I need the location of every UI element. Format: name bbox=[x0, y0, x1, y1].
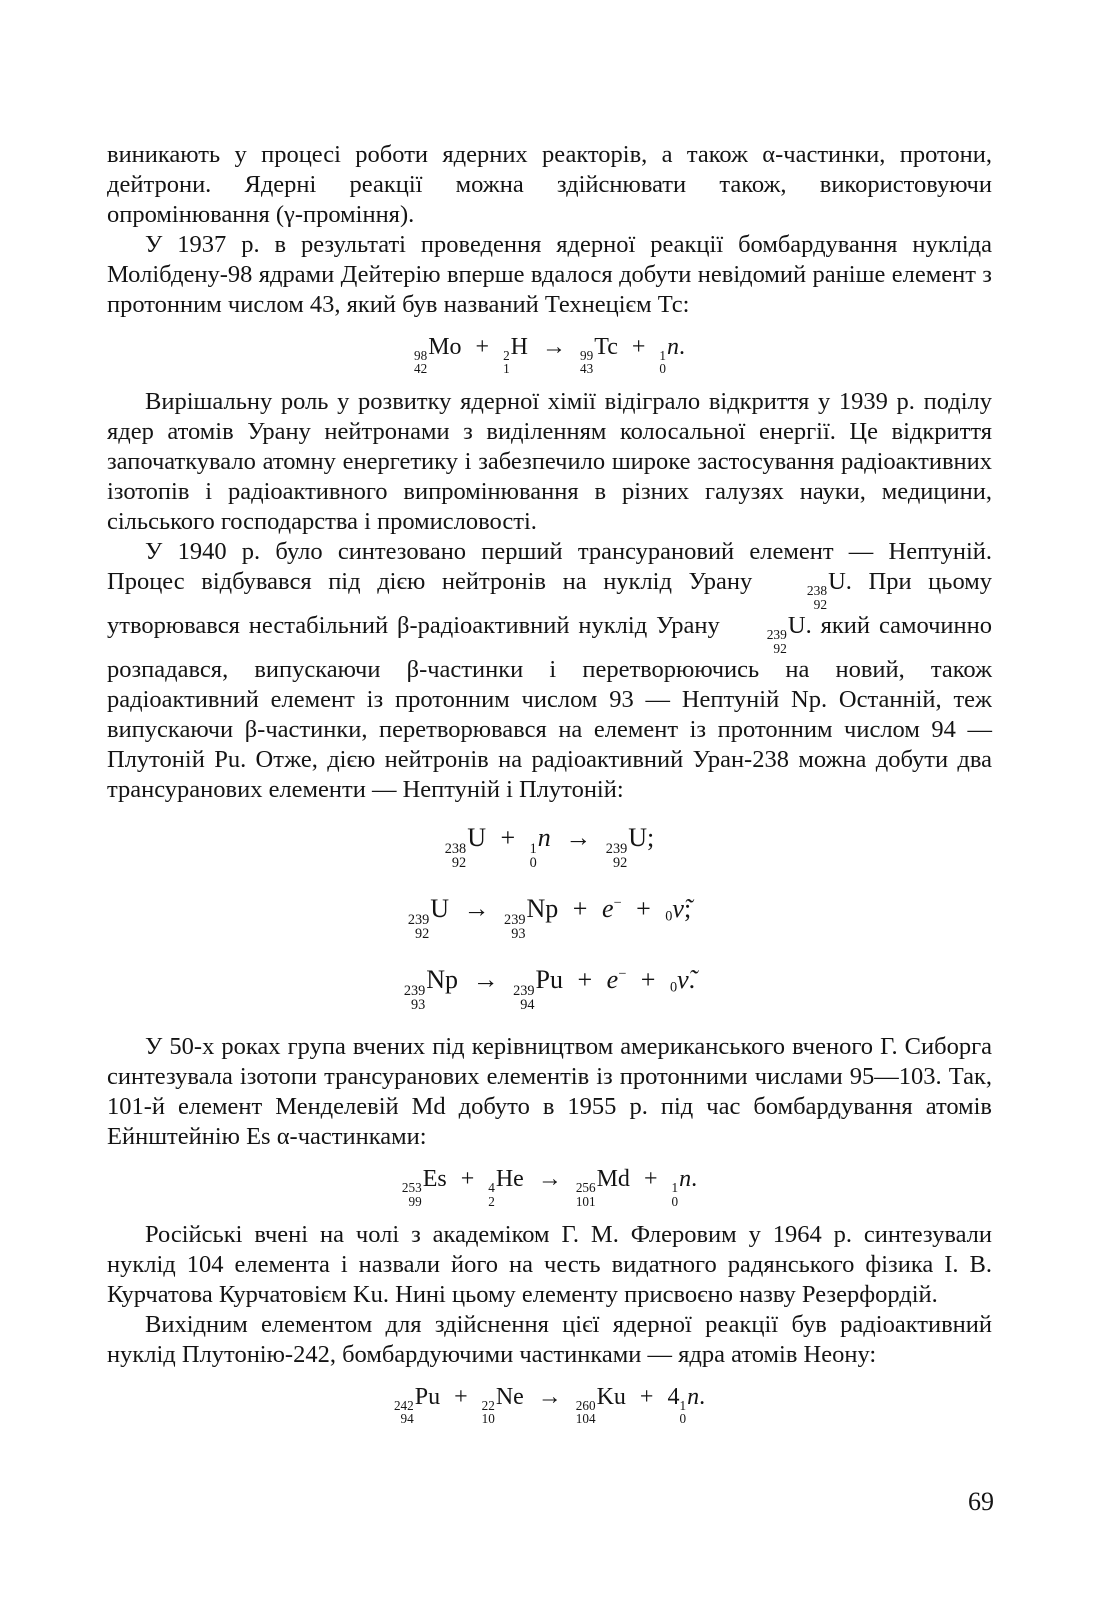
nuclide-notation: 239 93 bbox=[504, 911, 526, 943]
paragraph: Вихідним елементом для здійснення цієї ядерної реакції був радіоактивний нуклід Плутонію-242, бомбардуючими частинками — ядра атомів Неону: bbox=[107, 1310, 992, 1368]
equation-uranium-capture: 238 92 U + 1 0 n → 239 92 U; bbox=[444, 823, 655, 872]
paragraph: Вирішальну роль у розвитку ядерної хімії відіграло відкриття у 1939 р. поділу ядер атомів Урану нейтронами з виділенням колосальної енергії. Це відкриття започаткувало атомну енергетику і забезпечило широке застосування радіоактивних ізотопів і радіоактивного випромінювання в різних галузях науки, медицини, сільського господарства і промисловості. bbox=[107, 388, 992, 536]
paragraph: У 50-х роках група вчених під керівництвом американського вченого Г. Сиборга синтезувала ізотопи трансуранових елементів із протонними числами 95—103. Так, 101-й елемент Менделевій Md добуто в 1955 р. під час бомбардування атомів Ейнштейнію Es α-частинками: bbox=[107, 1033, 992, 1151]
page-number: 69 bbox=[968, 1487, 994, 1516]
nuclide-notation: 253 99 bbox=[401, 1180, 422, 1209]
nuclide-notation: 22 10 bbox=[481, 1397, 495, 1426]
page-content bbox=[107, 140, 992, 1437]
nuclide-notation: 2 1 bbox=[503, 347, 510, 377]
paragraph: виникають у процесі роботи ядерних реакторів, а також α-частинки, протони, дейтрони. Ядерні реакції можна здійснювати також, використовуючи опромінювання (γ-проміння). bbox=[107, 141, 992, 228]
paragraph: У 1937 р. в результаті проведення ядерної реакції бомбардування нукліда Молібдену-98 ядрами Дейтерію вперше вдалося добути невідомий раніше елемент з протонним числом 43, який був названий Технецієм Тс: bbox=[107, 231, 992, 318]
nuclide-notation: 1 0 bbox=[529, 840, 537, 872]
nuclide-notation: 242 94 bbox=[393, 1397, 414, 1426]
equation-kurchatovium: 242 94 Pu + 22 10 Ne → 260 104 Ku + 4 1 0 n. bbox=[393, 1383, 706, 1426]
nuclide-notation: 1 0 bbox=[671, 1180, 679, 1209]
equation-mendelevium: 253 99 Es + 4 2 He → 256 101 Md + 1 0 n. bbox=[401, 1166, 698, 1209]
nuclide-notation: 1 0 bbox=[679, 1397, 687, 1426]
nuclide-notation: 4 2 bbox=[488, 1180, 495, 1209]
equation-molybdenum: 98 42 Mo + 2 1 H → 99 43 Tc + 1 0 n. bbox=[414, 334, 685, 377]
equation-uranium-decay: 239 92 U → 239 93 Np + e− + $_0$ν̃; bbox=[407, 894, 692, 943]
nuclide-notation: 239 92 bbox=[407, 911, 430, 943]
paragraph-neptunium: У 1940 р. було синтезовано перший трансурановий елемент — Нептуній. Процес відбувався під дією нейтронів на нуклід Урану 238 92 U. При цьому утворювався нестабільний β-радіоактивний нуклід Урану 239 92 U. який самочинно розпадався, випускаючи β-частинки і перетворюючись на новий, також радіоактивний елемент із протонним числом 93 — Нептуній Np. Останній, теж випускаючи β-частинки, перетворювався на елемент із протонним числом 94 — Плутоній Pu. Отже, дією нейтронів на радіоактивний Уран-238 можна добути два трансуранових елементи — Нептуній і Плутоній: bbox=[107, 538, 993, 804]
nuclide-notation: 239 92 bbox=[605, 840, 628, 872]
nuclide-notation: 239 94 bbox=[513, 982, 535, 1014]
nuclide-notation: 238 92 bbox=[806, 583, 828, 612]
nuclide-notation: 98 42 bbox=[414, 347, 428, 377]
nuclide-notation: 239 93 bbox=[403, 982, 426, 1014]
nuclide-notation: 239 92 bbox=[766, 627, 787, 656]
nuclide-notation: 260 104 bbox=[575, 1397, 596, 1426]
paragraph: Російські вчені на чолі з академіком Г. М. Флеровим у 1964 р. синтезували нуклід 104 елемента і назвали його на честь видатного радянського фізика І. В. Курчатова Курчатовієм Ku. Нині цьому елементу присвоєно назву Резерфордій. bbox=[107, 1220, 992, 1308]
equation-neptunium-decay: 239 93 Np → 239 94 Pu + e− + $_0$ν̃. bbox=[403, 965, 696, 1014]
nuclide-notation: 238 92 bbox=[444, 840, 467, 872]
nuclide-notation: 256 101 bbox=[575, 1180, 596, 1209]
nuclide-notation: 99 43 bbox=[580, 347, 594, 377]
nuclide-notation: 1 0 bbox=[659, 347, 666, 377]
